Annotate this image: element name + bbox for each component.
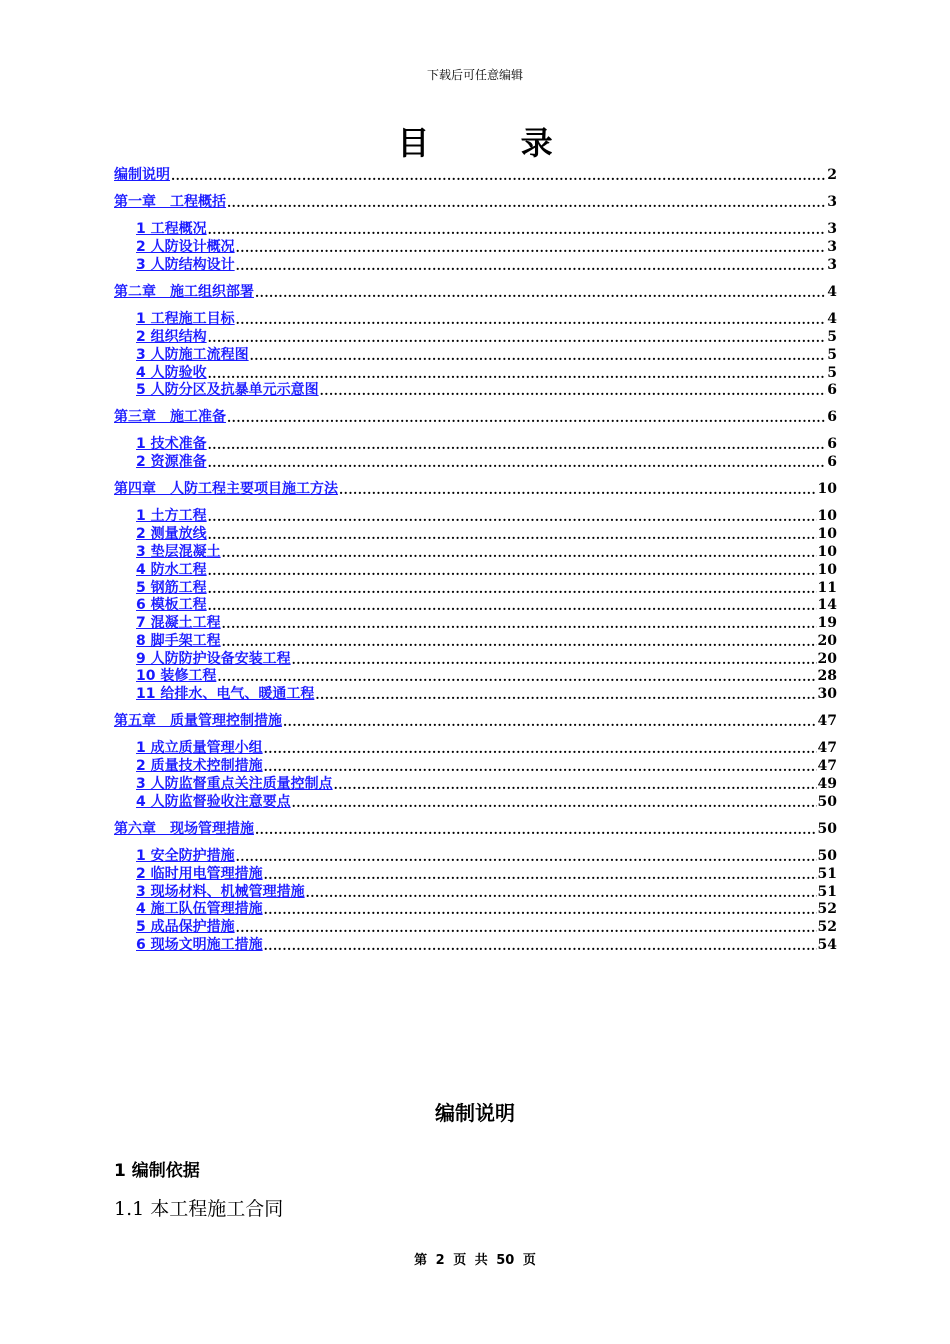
toc-entry-link[interactable]: 4 人防验收: [136, 365, 207, 381]
toc-entry-link[interactable]: 1 工程施工目标: [136, 311, 235, 327]
toc-page-number: 3: [827, 194, 837, 210]
toc-chapter-row: [114, 166, 837, 184]
toc-section-row: [136, 525, 837, 543]
toc-section-row: [136, 596, 837, 614]
toc-leader-dots: [208, 455, 827, 471]
toc-section-row: [136, 561, 837, 579]
toc-leader-dots: [208, 527, 817, 543]
toc-leader-dots: [208, 330, 827, 346]
toc-leader-dots: [227, 410, 826, 426]
toc-page-number: 50: [817, 821, 837, 837]
toc-entry-link[interactable]: 第二章 施工组织部署: [114, 284, 254, 300]
toc-page-number: 52: [817, 919, 837, 935]
toc-leader-dots: [306, 885, 817, 901]
toc-page-number: 20: [817, 633, 837, 649]
toc-entry-link[interactable]: 3 人防结构设计: [136, 257, 235, 273]
toc-section-row: [136, 346, 837, 364]
toc-section-row: [136, 775, 837, 793]
toc-entry-link[interactable]: 2 临时用电管理措施: [136, 866, 263, 882]
toc-leader-dots: [227, 195, 826, 211]
toc-entry-link[interactable]: 3 垫层混凝土: [136, 544, 221, 560]
toc-section-row: [136, 507, 837, 525]
toc-section-row: [136, 883, 837, 901]
toc-leader-dots: [208, 581, 817, 597]
toc-entry-link[interactable]: 4 人防监督验收注意要点: [136, 794, 291, 810]
toc-chapter-row: [114, 712, 837, 730]
toc-chapter-row: [114, 283, 837, 301]
toc-leader-dots: [236, 849, 817, 865]
toc-entry-link[interactable]: 2 测量放线: [136, 526, 207, 542]
toc-section-row: [136, 543, 837, 561]
toc-leader-dots: [208, 437, 827, 453]
toc-entry-link[interactable]: 3 现场材料、机械管理措施: [136, 884, 305, 900]
toc-entry-link[interactable]: 1 工程概况: [136, 221, 207, 237]
toc-page-number: 3: [827, 221, 837, 237]
toc-entry-link[interactable]: 第四章 人防工程主要项目施工方法: [114, 481, 338, 497]
toc-leader-dots: [217, 669, 816, 685]
toc-page-number: 51: [817, 884, 837, 900]
toc-leader-dots: [250, 348, 827, 364]
toc-leader-dots: [264, 938, 817, 954]
toc-page-number: 6: [827, 382, 837, 398]
toc-page-number: 3: [827, 257, 837, 273]
toc-page-number: 3: [827, 239, 837, 255]
toc-page-number: 10: [817, 544, 837, 560]
toc-entry-link[interactable]: 第六章 现场管理措施: [114, 821, 254, 837]
toc-leader-dots: [320, 383, 827, 399]
toc-section-row: [136, 256, 837, 274]
sub-heading: 1 编制依据: [114, 1161, 200, 1181]
toc-leader-dots: [208, 366, 827, 382]
toc-page-number: 10: [817, 508, 837, 524]
toc-page-number: 52: [817, 901, 837, 917]
toc-page-number: 51: [817, 866, 837, 882]
toc-section-row: [136, 614, 837, 632]
toc-section-row: [136, 632, 837, 650]
toc-leader-dots: [208, 509, 817, 525]
toc-page-number: 6: [827, 454, 837, 470]
toc-section-row: [136, 936, 837, 954]
toc-page-number: 10: [817, 481, 837, 497]
toc-page-number: 47: [817, 713, 837, 729]
toc-page-number: 47: [817, 740, 837, 756]
toc-chapter-row: [114, 480, 837, 498]
toc-entry-link[interactable]: 1 成立质量管理小组: [136, 740, 263, 756]
toc-entry-link[interactable]: 3 人防监督重点关注质量控制点: [136, 776, 333, 792]
toc-section-row: [136, 793, 837, 811]
toc-leader-dots: [236, 258, 827, 274]
toc-entry-link[interactable]: 5 钢筋工程: [136, 580, 207, 596]
toc-entry-link[interactable]: 2 组织结构: [136, 329, 207, 345]
toc-leader-dots: [292, 795, 817, 811]
toc-page-number: 50: [817, 848, 837, 864]
toc-entry-link[interactable]: 10 装修工程: [136, 668, 217, 684]
toc-page-number: 5: [827, 329, 837, 345]
toc-leader-dots: [292, 652, 817, 668]
toc-page-number: 30: [817, 686, 837, 702]
toc-entry-link[interactable]: 1 技术准备: [136, 436, 207, 452]
toc-leader-dots: [264, 741, 817, 757]
toc-page-number: 6: [827, 409, 837, 425]
toc-entry-link[interactable]: 5 人防分区及抗暴单元示意图: [136, 382, 319, 398]
toc-entry-link[interactable]: 4 施工队伍管理措施: [136, 901, 263, 917]
toc-leader-dots: [283, 714, 817, 730]
toc-page-number: 4: [827, 311, 837, 327]
toc-leader-dots: [208, 563, 817, 579]
toc-leader-dots: [171, 168, 826, 184]
toc-leader-dots: [264, 759, 817, 775]
toc-section-row: [136, 220, 837, 238]
toc-section-row: [136, 650, 837, 668]
toc-entry-link[interactable]: 9 人防防护设备安装工程: [136, 651, 291, 667]
toc-entry-link[interactable]: 6 模板工程: [136, 597, 207, 613]
toc-section-row: [136, 865, 837, 883]
toc-page-number: 5: [827, 365, 837, 381]
toc-page-number: 2: [827, 167, 837, 183]
section-heading: 编制说明: [435, 1101, 515, 1125]
toc-entry-link[interactable]: 1 安全防护措施: [136, 848, 235, 864]
toc-page-number: 54: [817, 937, 837, 953]
toc-title: 目 录: [397, 124, 593, 162]
toc-page-number: 10: [817, 526, 837, 542]
toc-entry-link[interactable]: 1 土方工程: [136, 508, 207, 524]
toc-leader-dots: [222, 545, 817, 561]
toc-entry-link[interactable]: 2 人防设计概况: [136, 239, 235, 255]
toc-leader-dots: [264, 902, 817, 918]
toc-section-row: [136, 364, 837, 382]
toc-entry-link[interactable]: 3 人防施工流程图: [136, 347, 249, 363]
toc-page-number: 47: [817, 758, 837, 774]
toc-leader-dots: [222, 634, 817, 650]
toc-page-number: 49: [817, 776, 837, 792]
toc-entry-link[interactable]: 7 混凝土工程: [136, 615, 221, 631]
toc-entry-link[interactable]: 6 现场文明施工措施: [136, 937, 263, 953]
toc-section-row: [136, 328, 837, 346]
toc-section-row: [136, 757, 837, 775]
toc-leader-dots: [236, 920, 817, 936]
page-footer: 第 2 页 共 50 页: [414, 1253, 536, 1268]
toc-leader-dots: [315, 687, 816, 703]
toc-page-number: 5: [827, 347, 837, 363]
toc-leader-dots: [255, 285, 826, 301]
toc-entry-link[interactable]: 11 给排水、电气、暖通工程: [136, 686, 315, 702]
toc-page-number: 20: [817, 651, 837, 667]
toc-section-row: [136, 918, 837, 936]
toc-section-row: [136, 435, 837, 453]
toc-page-number: 14: [817, 597, 837, 613]
toc-entry-link[interactable]: 编制说明: [114, 167, 170, 183]
toc-entry-link[interactable]: 8 脚手架工程: [136, 633, 221, 649]
toc-entry-link[interactable]: 2 资源准备: [136, 454, 207, 470]
toc-chapter-row: [114, 820, 837, 838]
toc-entry-link[interactable]: 2 质量技术控制措施: [136, 758, 263, 774]
toc-section-row: [136, 238, 837, 256]
toc-page-number: 28: [817, 668, 837, 684]
toc-entry-link[interactable]: 第五章 质量管理控制措施: [114, 713, 282, 729]
toc-section-row: [136, 453, 837, 471]
toc-chapter-row: [114, 193, 837, 211]
toc-chapter-row: [114, 408, 837, 426]
toc-section-row: [136, 685, 837, 703]
toc-leader-dots: [222, 616, 817, 632]
toc-entry-link[interactable]: 第一章 工程概括: [114, 194, 226, 210]
toc-leader-dots: [208, 222, 827, 238]
sub-sub-heading: 1.1 本工程施工合同: [114, 1198, 284, 1220]
toc-page-number: 19: [817, 615, 837, 631]
toc-section-row: [136, 579, 837, 597]
toc-section-row: [136, 381, 837, 399]
toc-page-number: 50: [817, 794, 837, 810]
toc-section-row: [136, 310, 837, 328]
toc-section-row: [136, 847, 837, 865]
toc-entry-link[interactable]: 5 成品保护措施: [136, 919, 235, 935]
toc-leader-dots: [236, 312, 827, 328]
toc-section-row: [136, 900, 837, 918]
toc-entry-link[interactable]: 第三章 施工准备: [114, 409, 226, 425]
toc-leader-dots: [255, 822, 817, 838]
toc-section-row: [136, 667, 837, 685]
header-note: 下载后可任意编辑: [426, 68, 523, 82]
toc-leader-dots: [264, 867, 817, 883]
toc-leader-dots: [236, 240, 827, 256]
toc-page-number: 10: [817, 562, 837, 578]
toc-leader-dots: [334, 777, 817, 793]
toc-leader-dots: [339, 482, 817, 498]
toc-page-number: 6: [827, 436, 837, 452]
toc-entry-link[interactable]: 4 防水工程: [136, 562, 207, 578]
toc-page-number: 4: [827, 284, 837, 300]
toc-page-number: 11: [817, 580, 837, 596]
toc-leader-dots: [208, 598, 817, 614]
toc-section-row: [136, 739, 837, 757]
